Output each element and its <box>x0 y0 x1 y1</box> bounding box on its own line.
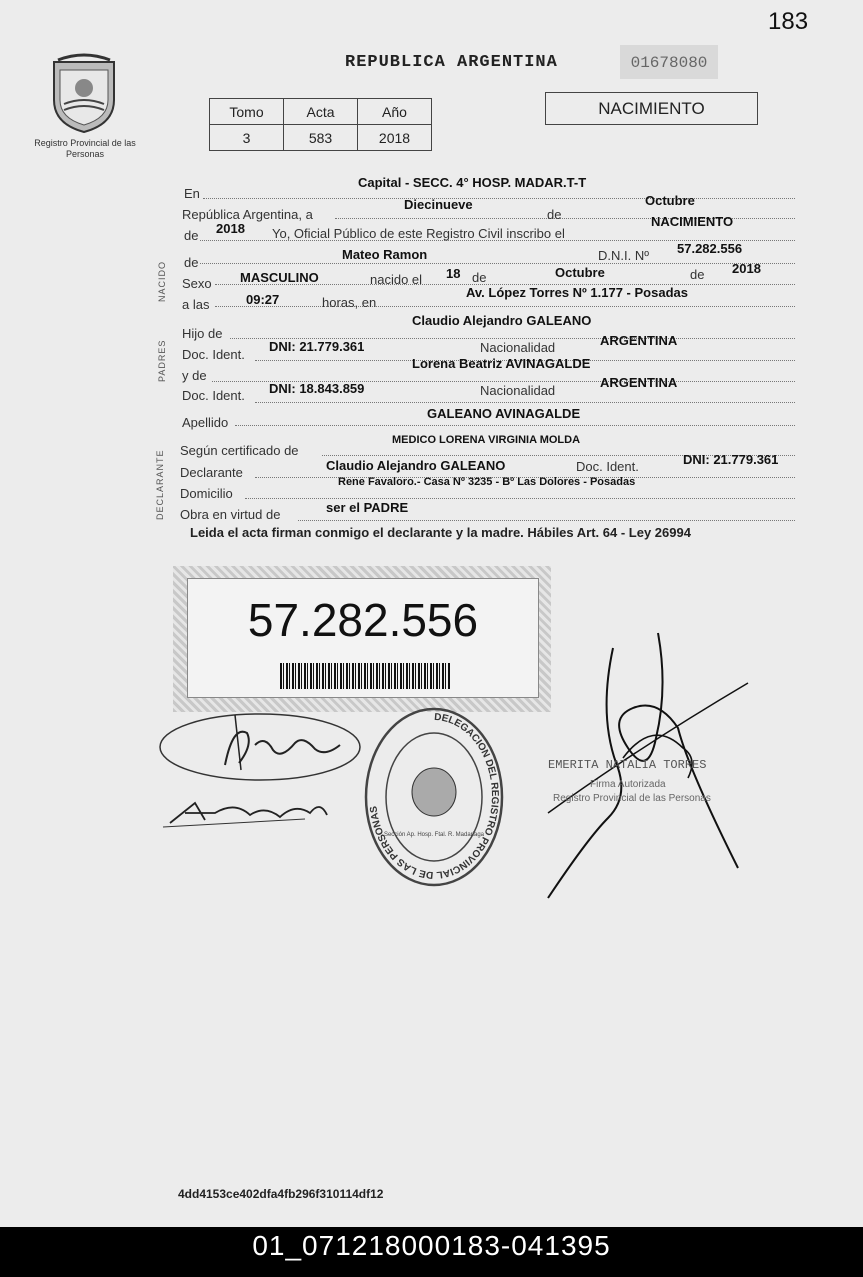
dotted-line <box>235 424 795 426</box>
label-domicilio: Domicilio <box>180 486 233 501</box>
serial-number: 01678080 <box>620 45 718 79</box>
value-sexo: MASCULINO <box>240 270 319 285</box>
register-header-acta: Acta <box>284 99 358 125</box>
register-value-row <box>210 125 432 151</box>
label-de3: de <box>184 255 199 270</box>
label-declarante: Declarante <box>180 465 243 480</box>
value-padre-doc: DNI: 21.779.361 <box>269 339 365 354</box>
value-hora: 09:27 <box>246 292 280 307</box>
value-padre-nac: ARGENTINA <box>600 333 678 348</box>
register-table <box>209 98 432 151</box>
dotted-line <box>255 401 795 403</box>
register-tomo: 3 <box>210 125 284 151</box>
label-docid1: Doc. Ident. <box>182 347 245 362</box>
register-header-anio: Año <box>358 99 432 125</box>
value-certificado: MEDICO LORENA VIRGINIA MOLDA <box>392 434 581 446</box>
document-title: REPUBLICA ARGENTINA <box>345 53 558 72</box>
value-mes: Octubre <box>645 193 695 208</box>
page-number: 183 <box>768 8 809 35</box>
register-anio: 2018 <box>358 125 432 151</box>
label-apellido: Apellido <box>182 415 229 430</box>
label-de5: de <box>690 267 705 282</box>
label-docid3: Doc. Ident. <box>576 459 639 474</box>
dni-stamp <box>173 566 551 712</box>
official-office: Registro Provincial de las Personas <box>553 793 711 804</box>
value-nac-mes: Octubre <box>555 265 605 280</box>
dotted-line <box>215 305 795 307</box>
label-republica: República Argentina, a <box>182 207 313 222</box>
value-declarante-doc: DNI: 21.779.361 <box>683 452 779 467</box>
value-madre-nac: ARGENTINA <box>600 375 678 390</box>
label-sexo: Sexo <box>182 276 212 291</box>
value-dni: 57.282.556 <box>677 241 743 256</box>
label-oficial: Yo, Oficial Público de este Registro Civil inscribo el <box>272 226 565 241</box>
label-nacido: nacido el <box>370 272 423 287</box>
label-de4: de <box>472 270 487 285</box>
value-declarante: Claudio Alejandro GALEANO <box>326 458 506 473</box>
registry-seal <box>364 706 504 888</box>
value-nac-anio: 2018 <box>732 261 761 276</box>
value-inscribo: NACIMIENTO <box>651 214 734 229</box>
record-type-box: NACIMIENTO <box>545 92 758 125</box>
seal-inner-text: Sección Ap. Hosp. Ftal. R. Madariaga <box>383 832 485 838</box>
value-lugar: Av. López Torres Nº 1.177 - Posadas <box>466 285 688 300</box>
label-nacionalidad2: Nacionalidad <box>480 383 556 398</box>
side-label-nacido: NACIDO <box>157 260 167 302</box>
label-obra: Obra en virtud de <box>180 507 281 522</box>
parents-signatures <box>155 705 370 835</box>
label-hijo: Hijo de <box>182 326 223 341</box>
province-coat-of-arms-icon <box>48 52 120 134</box>
register-acta: 583 <box>284 125 358 151</box>
register-header-tomo: Tomo <box>210 99 284 125</box>
value-en: Capital - SECC. 4° HOSP. MADAR.T-T <box>358 175 587 190</box>
seal-ring-text: DELEGACION DEL REGISTRO PROVINCIAL DE LAS PERSONAS <box>368 711 501 881</box>
dni-stamp-number: 57.282.556 <box>247 594 479 646</box>
side-label-declarante: DECLARANTE <box>155 449 165 520</box>
value-apellido: GALEANO AVINAGALDE <box>427 406 581 421</box>
label-docid2: Doc. Ident. <box>182 388 245 403</box>
official-name: EMERITA NATALIA TORRES <box>548 758 707 772</box>
dotted-line <box>200 262 795 264</box>
value-dia: Diecinueve <box>404 197 473 212</box>
signature-note: Leida el acta firman conmigo el declarante y la madre. Hábiles Art. 64 - Ley 26994 <box>190 525 691 540</box>
label-en: En <box>184 186 200 201</box>
document-hash: 4dd4153ce402dfa4fb296f310114df12 <box>178 1187 384 1201</box>
dotted-line <box>245 497 795 499</box>
value-madre: Lorena Beatriz AVINAGALDE <box>412 356 591 371</box>
label-yde: y de <box>182 368 207 383</box>
footer-code: 01_071218000183-041395 <box>252 1230 611 1261</box>
value-madre-doc: DNI: 18.843.859 <box>269 381 365 396</box>
barcode <box>280 663 450 689</box>
label-segun: Según certificado de <box>180 443 299 458</box>
label-de2: de <box>184 228 199 243</box>
value-domicilio: Rene Favaloro.- Casa Nº 3235 - Bº Las Dolores - Posadas <box>338 476 636 488</box>
dotted-line <box>203 197 795 199</box>
dni-stamp-panel <box>187 578 539 698</box>
label-alas: a las <box>182 297 210 312</box>
dotted-line <box>298 519 795 521</box>
value-nombre: Mateo Ramon <box>342 247 428 262</box>
value-anio: 2018 <box>216 221 245 236</box>
label-dni: D.N.I. Nº <box>598 248 649 263</box>
logo-caption: Registro Provincial de las Personas <box>34 138 136 159</box>
register-header-row <box>210 99 432 125</box>
value-padre: Claudio Alejandro GALEANO <box>412 313 592 328</box>
label-de: de <box>547 207 562 222</box>
official-role: Firma Autorizada <box>590 779 666 790</box>
label-horas: horas, en <box>322 295 377 310</box>
label-nacionalidad1: Nacionalidad <box>480 340 556 355</box>
side-label-padres: PADRES <box>157 339 167 382</box>
value-obra: ser el PADRE <box>326 500 409 515</box>
value-nac-dia: 18 <box>446 266 461 281</box>
